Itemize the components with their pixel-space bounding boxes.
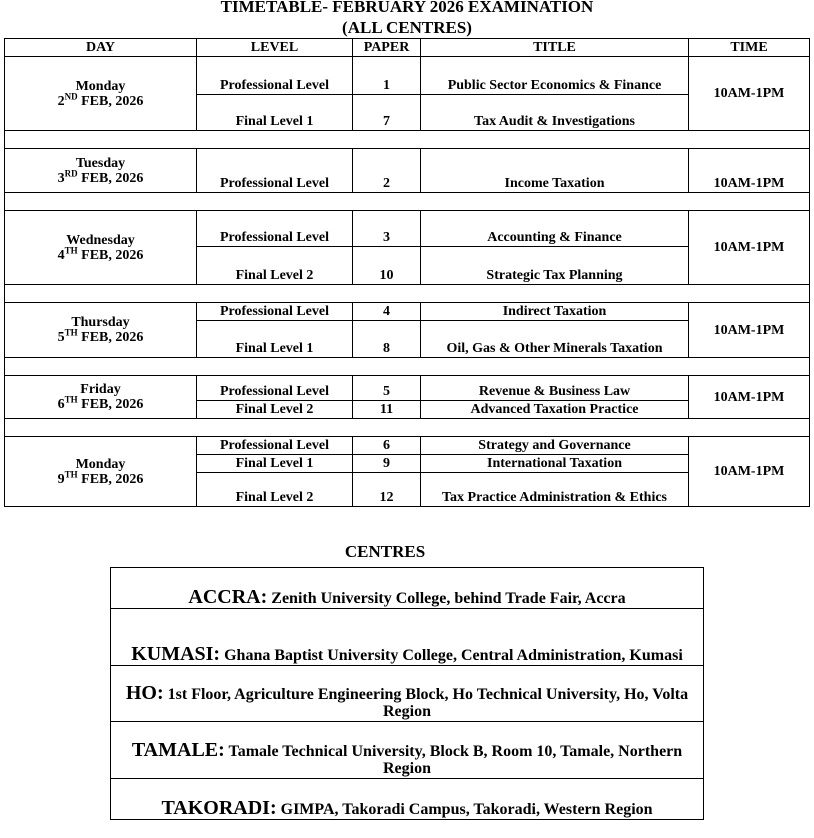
date: 2ND FEB, 2026 [57,90,144,109]
header-title: TITLE [421,39,689,57]
title-cell: Tax Audit & Investigations [421,95,689,131]
paper-cell: 7 [353,95,421,131]
paper-cell: 1 [353,57,421,95]
time-cell: 10AM-1PM [689,57,810,131]
centre-cell [111,609,704,666]
centre-name: TAMALE: [131,739,225,761]
day-cell [5,303,197,358]
timetable-title: TIMETABLE- FEBRUARY 2026 EXAMINATION [220,0,594,16]
time-cell: 10AM-1PM [689,303,810,358]
paper-cell: 12 [353,473,421,507]
centre-cell [111,779,704,820]
level-cell: Professional Level [197,57,353,95]
title-cell: International Taxation [421,455,689,473]
level-cell: Professional Level [197,376,353,401]
date: 4TH FEB, 2026 [57,244,144,263]
centre-name: HO: [125,682,164,704]
level-cell: Professional Level [197,149,353,193]
centre-cell [111,568,704,609]
title-cell: Tax Practice Administration & Ethics [421,473,689,507]
weekday: Thursday [71,315,130,330]
centres-heading: CENTRES [344,542,426,561]
time-cell: 10AM-1PM [689,437,810,507]
header-paper: PAPER [353,39,421,57]
level-cell: Final Level 2 [197,401,353,419]
time-cell: 10AM-1PM [689,211,810,285]
separator-row [5,358,810,376]
title-cell: Accounting & Finance [421,211,689,247]
paper-cell: 4 [353,303,421,321]
paper-cell: 6 [353,437,421,455]
table-row [5,57,810,95]
paper-cell: 3 [353,211,421,247]
level-cell: Final Level 2 [197,247,353,285]
level-cell: Professional Level [197,211,353,247]
paper-cell: 2 [353,149,421,193]
title-cell: Indirect Taxation [421,303,689,321]
level-cell: Professional Level [197,437,353,455]
table-row [5,211,810,247]
day-cell [5,149,197,193]
table-row [5,149,810,193]
centre-name: TAKORADI: [161,797,277,819]
paper-cell: 5 [353,376,421,401]
weekday: Friday [80,382,121,397]
weekday: Tuesday [75,155,126,171]
centre-address: Ghana Baptist University College, Central Administration, Kumasi [224,647,683,664]
header-time: TIME [689,39,810,57]
centre-row [111,568,704,609]
date: 6TH FEB, 2026 [57,394,144,412]
table-row [5,437,810,455]
timetable-subtitle: (ALL CENTRES) [342,18,472,37]
centre-address: GIMPA, Takoradi Campus, Takoradi, Western Region [280,801,653,818]
weekday: Monday [75,456,126,472]
date: 3RD FEB, 2026 [57,167,144,186]
weekday: Monday [75,78,126,94]
paper-cell: 11 [353,401,421,419]
title-cell: Advanced Taxation Practice [421,401,689,419]
date: 5TH FEB, 2026 [57,327,144,345]
separator-row [5,285,810,303]
paper-cell: 8 [353,321,421,358]
separator-row [5,193,810,211]
separator-row [5,419,810,437]
title-cell: Strategic Tax Planning [421,247,689,285]
paper-cell: 10 [353,247,421,285]
centre-row [111,666,704,722]
day-cell [5,211,197,285]
level-cell: Final Level 1 [197,321,353,358]
date: 9TH FEB, 2026 [57,468,144,487]
level-cell: Final Level 1 [197,455,353,473]
centres-table [110,567,704,820]
centre-row [111,722,704,779]
table-header-row [5,39,810,57]
title-cell: Revenue & Business Law [421,376,689,401]
day-cell [5,437,197,507]
title-cell: Income Taxation [421,149,689,193]
timetable-table [4,38,810,507]
level-cell: Final Level 2 [197,473,353,507]
day-cell [5,376,197,419]
centre-name: KUMASI: [131,643,221,665]
header-level: LEVEL [197,39,353,57]
paper-cell: 9 [353,455,421,473]
centre-address: 1st Floor, Agriculture Engineering Block, Ho Technical University, Ho, Volta Region [167,686,689,720]
time-cell: 10AM-1PM [689,376,810,419]
centre-row [111,609,704,666]
table-row [5,376,810,401]
title-cell: Public Sector Economics & Finance [421,57,689,95]
level-cell: Professional Level [197,303,353,321]
day-cell [5,57,197,131]
title-cell: Strategy and Governance [421,437,689,455]
time-cell: 10AM-1PM [689,149,810,193]
weekday: Wednesday [66,232,135,248]
centre-name: ACCRA: [188,586,268,608]
centre-address: Tamale Technical University, Block B, Room 10, Tamale, Northern Region [228,743,683,777]
centre-row [111,779,704,820]
centre-cell [111,666,704,722]
table-row [5,303,810,321]
title-cell: Oil, Gas & Other Minerals Taxation [421,321,689,358]
header-day: DAY [5,39,197,57]
separator-row [5,131,810,149]
centre-cell [111,722,704,779]
centre-address: Zenith University College, behind Trade Fair, Accra [271,590,626,607]
level-cell: Final Level 1 [197,95,353,131]
